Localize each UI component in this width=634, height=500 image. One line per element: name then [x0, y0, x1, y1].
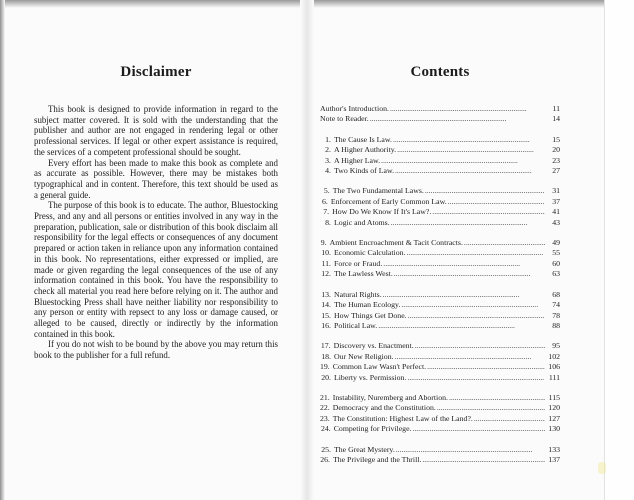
toc-group: [320, 341, 560, 383]
toc-entry-title: The Constitution: Highest Law of the Land?.: [332, 413, 473, 423]
toc-entry-title: Enforcement of Early Common Law.: [330, 196, 447, 206]
toc-entry-number: 12.: [321, 269, 331, 279]
toc-entry-page: 106: [548, 362, 560, 372]
toc-entry-title: Democracy and the Constitution.: [332, 403, 436, 413]
toc-entry-page: 31: [552, 186, 560, 196]
toc-entry-page: 88: [552, 320, 560, 330]
toc-entry: [320, 300, 560, 310]
toc-leader-dots: [394, 269, 545, 279]
toc-entry-title: The Human Ecology.: [334, 300, 401, 310]
toc-entry-title: How Do We Know If It's Law?.: [332, 207, 432, 217]
toc-entry: [320, 114, 560, 124]
toc-entry-page: 127: [548, 413, 560, 423]
toc-entry-title: The Lawless West.: [334, 269, 393, 279]
toc-entry: [320, 135, 560, 145]
toc-entry-page: 78: [552, 310, 560, 320]
toc-entry: [320, 186, 560, 196]
toc-leader-dots: [474, 414, 545, 424]
toc-entry-title: A Higher Law.: [334, 155, 381, 165]
toc-entry-page: 37: [552, 196, 560, 206]
toc-entry-number: 6.: [322, 196, 328, 206]
toc-entry-number: 10.: [321, 248, 331, 258]
toc-entry-page: 11: [552, 104, 560, 113]
toc-entry-number: 21.: [320, 392, 330, 402]
toc-leader-dots: [397, 145, 545, 155]
toc-leader-dots: [425, 186, 545, 196]
page-stain: [598, 462, 606, 474]
toc-entry-number: 11.: [321, 258, 331, 268]
left-edge-shadow: [0, 0, 5, 500]
toc-entry-page: 49: [552, 238, 560, 248]
toc-entry-number: 2.: [325, 145, 331, 155]
toc-entry-title: The Cause Is Law.: [334, 134, 392, 144]
toc-entry-title: Our New Religion.: [334, 351, 394, 361]
disclaimer-page: [34, 64, 278, 361]
toc-group: [320, 290, 560, 332]
toc-entry-title: Common Law Wasn't Perfect.: [332, 362, 427, 372]
toc-entry-number: 4.: [325, 166, 331, 176]
toc-entry: [320, 311, 560, 321]
toc-group: [320, 393, 560, 435]
toc-entry-page: 15: [552, 134, 560, 144]
toc-entry-number: 5.: [323, 186, 330, 196]
toc-group: [320, 104, 560, 125]
toc-leader-dots: [378, 321, 545, 331]
toc-entry-title: Instability, Nuremberg and Abortion.: [332, 392, 448, 402]
toc-entry: [320, 207, 560, 217]
toc-entry-page: 137: [548, 454, 560, 464]
toc-entry: [320, 455, 560, 465]
toc-leader-dots: [401, 300, 545, 310]
toc-entry: [320, 248, 560, 258]
toc-entry: [320, 393, 560, 403]
toc-leader-dots: [408, 311, 545, 321]
toc-entry-page: 102: [548, 351, 560, 361]
contents-title: Contents: [410, 64, 470, 80]
toc-entry: [320, 238, 560, 248]
toc-entry-page: 95: [552, 341, 560, 351]
table-of-contents: [320, 104, 560, 465]
next-page-edge: [604, 0, 634, 500]
toc-entry-number: 15.: [321, 310, 331, 320]
toc-entry-title: Author's Introduction.: [320, 104, 389, 113]
toc-entry-page: 115: [548, 392, 560, 402]
toc-entry: [320, 290, 560, 300]
toc-entry-title: Competing for Privilege.: [333, 424, 412, 434]
toc-entry-number: 1.: [325, 134, 331, 144]
toc-entry-page: 130: [548, 424, 560, 434]
toc-leader-dots: [427, 362, 545, 372]
toc-entry-title: The Great Mystery.: [334, 444, 395, 454]
toc-leader-dots: [448, 197, 545, 207]
top-shadow: [0, 0, 634, 8]
toc-entry: [320, 424, 560, 434]
toc-entry-title: The Two Fundamental Laws.: [332, 186, 424, 196]
toc-entry: [320, 403, 560, 413]
toc-entry-number: 25.: [321, 444, 331, 454]
toc-entry-number: 9.: [320, 238, 327, 248]
toc-leader-dots: [406, 248, 545, 258]
toc-leader-dots: [395, 166, 545, 176]
disclaimer-title: Disclaimer: [120, 64, 192, 80]
toc-entry: [320, 373, 560, 383]
toc-entry-title: Logic and Atoms.: [334, 217, 390, 227]
toc-leader-dots: [412, 424, 545, 434]
toc-leader-dots: [381, 156, 545, 166]
toc-leader-dots: [449, 393, 545, 403]
toc-entry: [320, 352, 560, 362]
toc-entry-title: Note to Reader.: [320, 114, 369, 124]
toc-entry-number: 17.: [320, 341, 331, 351]
toc-entry-page: 111: [548, 372, 560, 382]
toc-entry-title: Political Law.: [334, 320, 378, 330]
disclaimer-paragraph: Every effort has been made to make this book as complete and as accurate as possible. However, there may be mistakes both typographical and in content. Therefore, this text should be used as a general guide.: [34, 157, 278, 200]
toc-entry-title: The Privilege and the Thrill.: [332, 454, 422, 464]
toc-entry: [320, 341, 560, 351]
toc-entry-page: 74: [552, 300, 560, 310]
disclaimer-paragraph: This book is designed to provide information in regard to the subject matter covered. It is sold with the understanding that the publisher and author are not engaged in rendering legal or other professional services. If legal or other expert assistance is required, the services of a competent professional should be sought.: [34, 104, 278, 157]
toc-leader-dots: [383, 259, 545, 269]
toc-group: [320, 186, 560, 228]
toc-entry-number: 22.: [320, 403, 330, 413]
toc-leader-dots: [370, 114, 545, 124]
toc-leader-dots: [395, 352, 545, 362]
toc-entry-title: Natural Rights.: [334, 289, 382, 299]
book-gutter: [300, 0, 314, 500]
toc-entry-page: 27: [552, 166, 560, 176]
toc-leader-dots: [432, 207, 545, 217]
toc-entry-page: 60: [552, 258, 560, 268]
toc-leader-dots: [390, 104, 545, 114]
toc-entry-number: 24.: [320, 424, 331, 434]
toc-entry-title: Force or Fraud.: [334, 258, 383, 268]
toc-entry: [320, 145, 560, 155]
toc-entry-title: Two Kinds of Law.: [334, 166, 395, 176]
disclaimer-body: [34, 104, 278, 361]
toc-group: [320, 135, 560, 177]
toc-entry-number: 13.: [321, 289, 331, 299]
contents-page: [320, 64, 560, 475]
disclaimer-paragraph: If you do not wish to be bound by the above you may return this book to the publisher for a full refund.: [34, 339, 278, 361]
toc-entry: [320, 218, 560, 228]
toc-entry: [320, 321, 560, 331]
toc-entry: [320, 269, 560, 279]
toc-entry-title: Ambient Encroachment & Tacit Contracts.: [329, 238, 463, 248]
toc-entry-number: 20.: [321, 372, 331, 382]
toc-entry: [320, 362, 560, 372]
toc-leader-dots: [415, 341, 545, 351]
toc-leader-dots: [422, 455, 545, 465]
toc-entry: [320, 414, 560, 424]
toc-entry: [320, 156, 560, 166]
toc-entry-number: 26.: [320, 454, 330, 464]
toc-group: [320, 238, 560, 280]
toc-leader-dots: [393, 135, 545, 145]
toc-leader-dots: [391, 218, 545, 228]
toc-entry: [320, 259, 560, 269]
toc-entry-number: 7.: [323, 207, 330, 217]
toc-entry-title: How Things Get Done.: [334, 310, 407, 320]
toc-leader-dots: [383, 290, 545, 300]
toc-entry-page: 23: [552, 155, 560, 165]
toc-entry-page: 63: [552, 269, 560, 279]
toc-entry-number: 23.: [320, 413, 330, 423]
toc-entry-page: 14: [552, 114, 560, 124]
toc-entry: [320, 104, 560, 114]
toc-entry-title: Discovery vs. Enactment.: [333, 341, 414, 351]
toc-entry-page: 133: [548, 444, 560, 454]
toc-entry-page: 68: [552, 289, 560, 299]
toc-entry-title: Economic Calculation.: [334, 248, 406, 258]
toc-leader-dots: [396, 445, 545, 455]
toc-entry: [320, 166, 560, 176]
disclaimer-paragraph: The purpose of this book is to educate. The author, Bluestocking Press, and any and all persons or entities involved in any way in the preparation, publication, sale or distribution of this book disclaim all responsibility for the legal effects or consequences of any document prepared or action taken in reliance upon any information contained in this book. No representations, either expressed or implied, are made or given regarding the legal consequences of the use of any information contained in this book. You have the responsibility to check all material you read here before relying on it. The author and Bluestocking Press shall have neither liability nor responsibility to any person or entity with repsect to any loss or damage caused, or alleged to be caused, directly or indirectly by the information contained in this book.: [34, 200, 278, 339]
toc-entry-number: 19.: [320, 362, 330, 372]
toc-entry: [320, 445, 560, 455]
toc-entry-page: 43: [552, 217, 560, 227]
toc-entry-number: 18.: [321, 351, 331, 361]
toc-entry-page: 41: [552, 207, 560, 217]
toc-leader-dots: [437, 403, 545, 413]
toc-entry-title: Liberty vs. Permission.: [334, 372, 407, 382]
toc-leader-dots: [464, 238, 545, 248]
toc-leader-dots: [407, 373, 545, 383]
toc-entry-number: 8.: [325, 217, 331, 227]
toc-entry-number: 16.: [321, 320, 331, 330]
toc-entry-page: 120: [548, 403, 560, 413]
toc-group: [320, 445, 560, 466]
toc-entry-title: A Higher Authority.: [334, 145, 397, 155]
toc-entry-page: 20: [552, 145, 560, 155]
toc-entry-page: 55: [552, 248, 560, 258]
toc-entry: [320, 197, 560, 207]
toc-entry-number: 14.: [321, 300, 331, 310]
toc-entry-number: 3.: [325, 155, 331, 165]
